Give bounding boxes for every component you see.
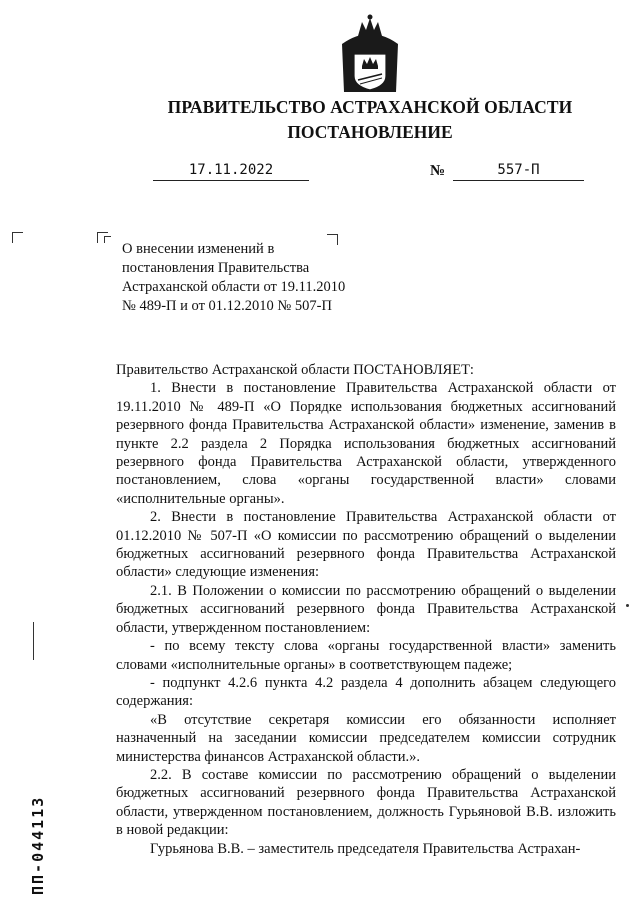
document-type: ПОСТАНОВЛЕНИЕ (287, 122, 453, 142)
body-paragraph-1: 1. Внести в постановление Правительства Астраханской области от 19.11.2010 № 489-П «О Порядке использования бюджетных ассигнований резервного фонда Правительства Астраханской области» изменение, заменив в пункте 2.2 раздела 2 Порядка использования бюджетных ассигнований резервного фонда Правительства Астраханской области, утвержденного постановлением, слова «органы государственной власти» словами «исполнительные органы». (116, 380, 616, 507)
body-paragraph-2-1-a: - по всему тексту слова «органы государственной власти» заменить словами «исполнительные органы» в соответствующем падеже; (116, 638, 616, 673)
margin-dot (626, 604, 629, 607)
document-subject: О внесении изменений в постановления Правительства Астраханской области от 19.11.2010 № 489-П и от 01.12.2010 № 507-П (122, 241, 346, 314)
coat-of-arms-icon (338, 14, 402, 96)
margin-tick (33, 622, 34, 660)
side-serial-number: ПП-044113 (29, 795, 47, 895)
body-paragraph-quote: «В отсутствие секретаря комиссии его обязанности исполняет назначенный на заседании комиссии председателем комиссии сотрудник министерства финансов Астраханской области.». (116, 711, 616, 765)
body-paragraph-2-1-b: - подпункт 4.2.6 пункта 4.2 раздела 4 дополнить абзацем следующего содержания: (116, 674, 616, 710)
document-date: 17.11.2022 (153, 162, 309, 181)
body-paragraph-member: Гурьянова В.В. – заместитель председателя Правительства Астрахан- (150, 840, 581, 857)
body-paragraph-2-1: 2.1. В Положении о комиссии по рассмотрению обращений о выделении бюджетных ассигнований резервного фонда Правительства Астраханской области, утвержденном постановлением: (116, 582, 616, 636)
document-number: 557-П (453, 162, 584, 181)
body-paragraph-2-2: 2.2. В составе комиссии по рассмотрению обращений о выделении бюджетных ассигнований резервного фонда Правительства Астраханской области, утвержденном постановлением, должность Гурьяновой В.В. изложить в новой редакции: (116, 766, 616, 839)
body-paragraph-intro: Правительство Астраханской области ПОСТАНОВЛЯЕТ: (116, 362, 474, 378)
document-body (116, 361, 616, 858)
body-paragraph-2: 2. Внести в постановление Правительства Астраханской области от 01.12.2010 № 507-П «О комиссии по рассмотрению обращений о выделении бюджетных ассигнований резервного фонда Правительства Астраханской области» следующие изменения: (116, 509, 616, 581)
organization-title: ПРАВИТЕЛЬСТВО АСТРАХАНСКОЙ ОБЛАСТИ (167, 97, 573, 117)
number-sign: № (430, 163, 446, 179)
corner-mark-subject-left-inner (104, 236, 111, 243)
corner-mark-left (12, 232, 23, 243)
